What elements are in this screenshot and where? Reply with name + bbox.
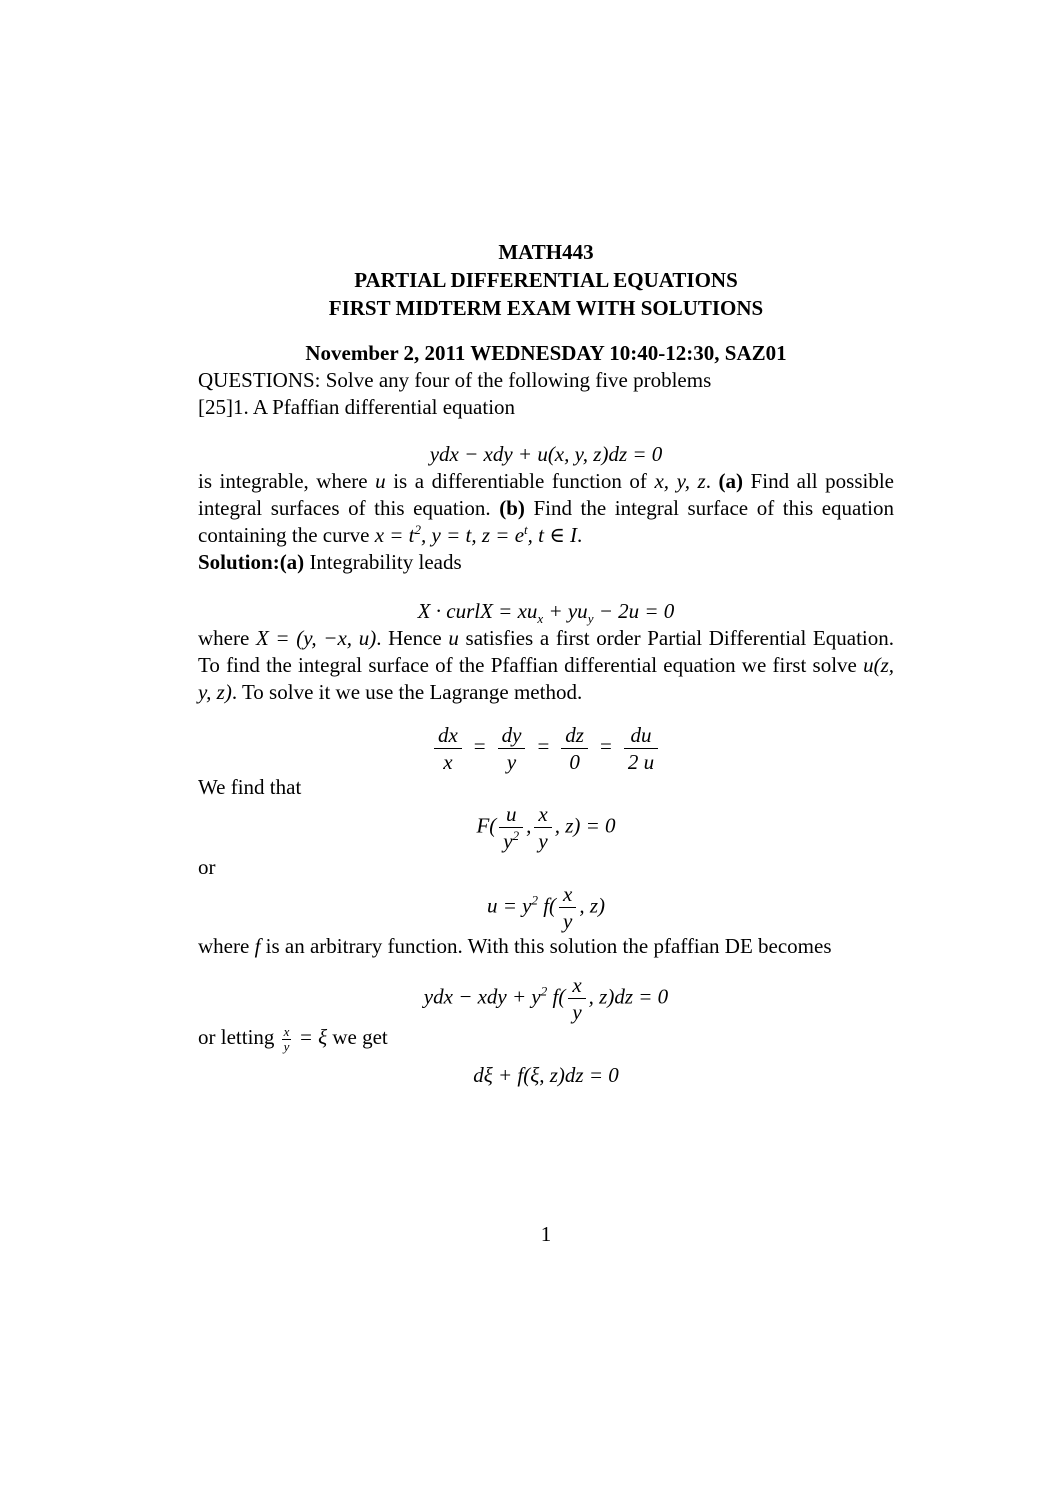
superscript-t: t [524, 522, 528, 537]
text-segment: is a differentiable function of [385, 469, 655, 493]
exam-datetime: November 2, 2011 WEDNESDAY 10:40-12:30, SAZ01 [305, 341, 787, 365]
math-u-args: u(z, y, z) [198, 653, 894, 704]
subscript-x: x [537, 611, 544, 627]
text-segment: where [198, 933, 255, 958]
math-xi-equality: = ξ [293, 1025, 328, 1050]
superscript-2: 2 [540, 983, 548, 999]
equation-xi-de: dξ + f(ξ, z)dz = 0 [473, 1063, 619, 1088]
or-text: or [198, 854, 216, 879]
subscript-y: y [587, 611, 594, 627]
equation-pfaffian-de: ydx − xdy + u(x, y, z)dz = 0 [429, 442, 663, 466]
equals-sign: = [537, 734, 550, 759]
solution-label: Solution:(a) [198, 550, 305, 574]
math-segment: X · curlX = xu [417, 599, 538, 623]
math-curve-x: x = t [374, 523, 415, 547]
math-X-vector: X = (y, −x, u) [255, 626, 377, 650]
course-title: PARTIAL DIFFERENTIAL EQUATIONS [354, 268, 738, 292]
solution-paragraph-2 [198, 933, 894, 960]
math-segment: F( [476, 813, 497, 838]
we-find-that-text: We find that [198, 775, 302, 800]
math-f: f [254, 933, 261, 958]
comma: , [526, 813, 532, 838]
page-content [198, 0, 894, 1089]
superscript-2: 2 [531, 892, 538, 908]
or-letting-text [198, 1024, 894, 1054]
fraction-x-y: $\frac{x}{y}$ [568, 973, 585, 1024]
text-segment: Find the integral surface of this equation containing the curve [198, 496, 895, 547]
math-segment: u = y [486, 893, 532, 918]
fraction-dy-y: $\frac{dy}{y}$ [498, 723, 526, 774]
math-segment: f( [537, 893, 557, 918]
fraction-dz-0: $\frac{dz}{0}$ [561, 723, 588, 774]
course-code: MATH443 [498, 240, 594, 264]
text-segment: we get [327, 1025, 388, 1050]
math-segment: ydx − xdy + y [423, 984, 541, 1009]
math-segment: + yu [543, 599, 588, 623]
fraction-du-2u: $\frac{du}{2 u}$ [624, 723, 658, 774]
exam-title: FIRST MIDTERM EXAM WITH SOLUTIONS [328, 296, 764, 320]
equation-general-solution-F [198, 802, 894, 853]
text-segment: is integrable, where [198, 469, 376, 493]
equation-lagrange-system [198, 723, 894, 774]
math-segment: , z)dz = 0 [588, 984, 669, 1009]
math-curve-yz: , y = t, z = e [421, 523, 525, 547]
text-segment: where [198, 626, 256, 650]
fraction-x-y: $\frac{x}{y}$ [534, 802, 551, 853]
equals-sign: = [599, 734, 612, 759]
equation-u-solution [198, 882, 894, 933]
math-u: u [448, 626, 459, 650]
math-segment: , z) [579, 893, 606, 918]
text-segment: satisfies a first order Partial Differential Equation. To find the integral surface of the Pfaffian differential equation we first solve [198, 626, 894, 677]
math-xyz: x, y, z [654, 469, 706, 493]
math-segment: f( [547, 984, 566, 1009]
inline-fraction-x-y: $\frac{x}{y}$ [283, 1023, 290, 1055]
text-segment: is an arbitrary function. With this solution the pfaffian DE becomes [260, 933, 832, 958]
solution-paragraph-1 [198, 625, 894, 706]
questions-instruction: QUESTIONS: Solve any four of the following five problems [198, 368, 712, 392]
fraction-dx-x: $\frac{dx}{x}$ [434, 723, 462, 774]
math-segment: , z) = 0 [554, 813, 616, 838]
math-u: u [375, 469, 386, 493]
text-segment: Integrability leads [304, 550, 462, 574]
math-segment: − 2u = 0 [593, 599, 675, 623]
fraction-x-y: $\frac{x}{y}$ [559, 882, 576, 933]
fraction-u-y2: $\frac{u}{y^2}$ [499, 802, 523, 853]
part-b-label: (b) [499, 496, 525, 520]
equation-integrability [198, 597, 894, 625]
page-number: 1 [540, 1222, 552, 1246]
text-segment: . [705, 469, 719, 493]
solution-heading [198, 549, 894, 576]
superscript-2: 2 [414, 522, 422, 537]
superscript-2: 2 [512, 828, 520, 844]
problem-1-heading: [25]1. A Pfaffian differential equation [198, 395, 516, 419]
part-a-label: (a) [718, 469, 744, 493]
problem-1-statement [198, 468, 894, 549]
equation-pfaffian-with-solution [198, 973, 894, 1024]
text-segment: . Hence [376, 626, 449, 650]
text-segment: . [577, 523, 583, 547]
math-t-in-I: , t ∈ I [527, 523, 578, 547]
text-segment: Find all possible integral surfaces of this equation. [198, 469, 894, 520]
text-segment: . To solve it we use the Lagrange method. [231, 680, 583, 704]
equals-sign: = [473, 734, 486, 759]
text-segment: or letting [198, 1025, 280, 1050]
exam-header [198, 238, 894, 322]
